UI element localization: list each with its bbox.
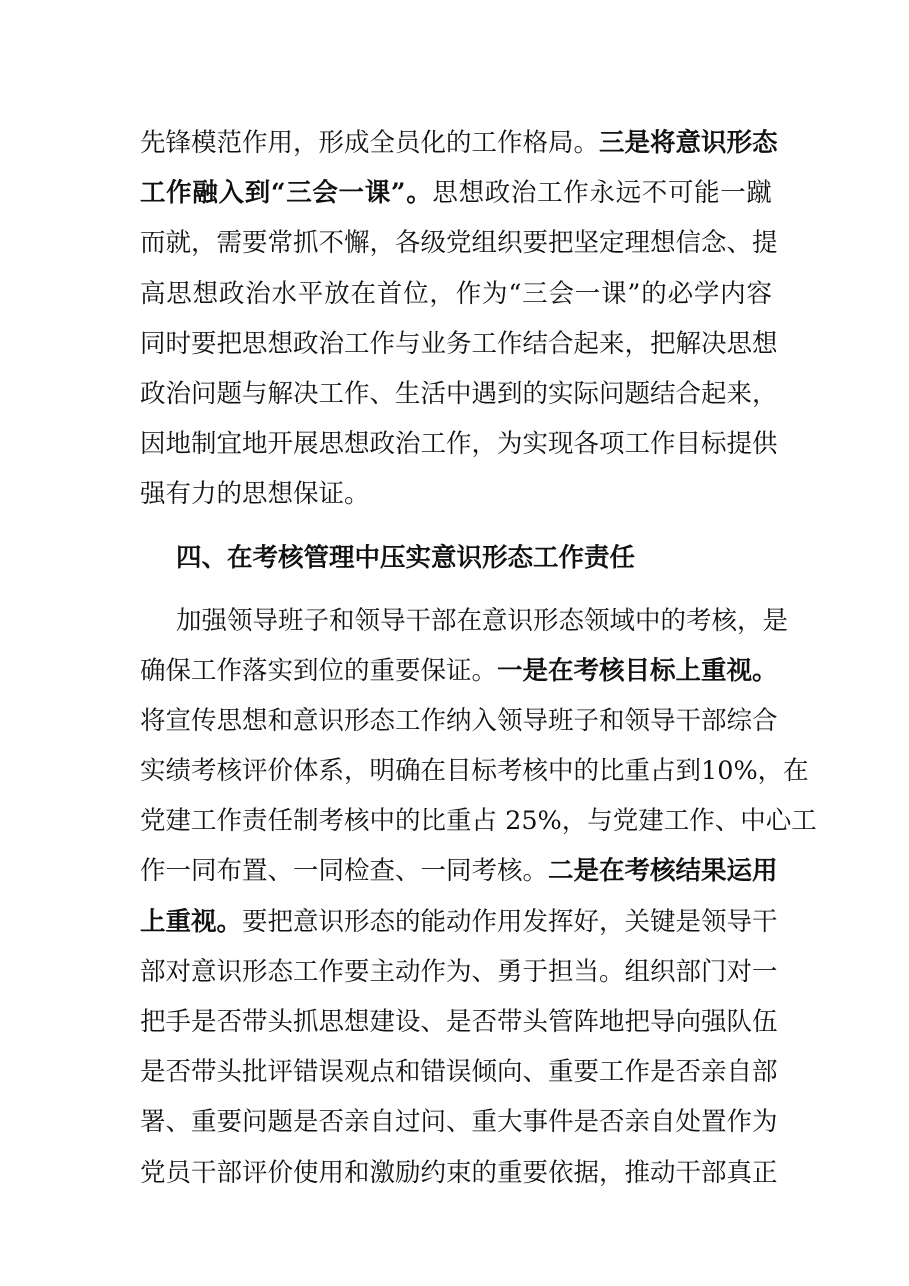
text-run: 思想政治工作永远不可能一蹴 [432,178,772,209]
text-line: 高思想政治水平放在首位，作为“三会一课”的必学内容 [140,278,772,309]
text-line [140,118,778,168]
text-line: 党员干部评价使用和激励约束的重要依据，推动干部真正 [140,1157,778,1188]
text-line [140,646,778,696]
text-line: 因地制宜地开展思想政治工作，为实现各项工作目标提供 [140,429,778,460]
text-run: 确保工作落实到位的重要保证。 [140,655,498,686]
text-line: 实绩考核评价体系，明确在目标考核中的比重占到10%，在 [140,756,809,787]
text-line: 把手是否带头抓思想建设、是否带头管阵地把导向强队伍 [140,1007,778,1037]
text-line: 党建工作责任制考核中的比重占 25%，与党建工作、中心工 [140,806,817,837]
text-run: 要把意识形态的能动作用发挥好，关键是领导干 [242,906,778,937]
text-line [140,846,778,896]
paragraph-2 [140,596,817,1198]
text-line [140,897,778,947]
document-page [140,118,817,1198]
text-line: 加强领导班子和领导干部在意识形态领域中的考核，是 [176,605,789,636]
text-line: 同时要把思想政治工作与业务工作结合起来，把解决思想 [140,328,778,359]
text-line: 署、重要问题是否亲自过问、重大事件是否亲自处置作为 [140,1107,778,1138]
bold-text-run: 一是在考核目标上重视。 [497,655,778,686]
text-line: 政治问题与解决工作、生活中遇到的实际问题结合起来， [140,378,778,409]
text-line: 是否带头批评错误观点和错误倾向、重要工作是否亲自部 [140,1057,778,1088]
text-line: 强有力的思想保证。 [140,479,370,510]
bold-text-run: 二是在考核结果运用 [548,856,778,887]
text-run: 作一同布置、一同检查、一同考核。 [140,856,549,887]
text-line: 将宣传思想和意识形态工作纳入领导班子和领导干部综合 [140,705,778,736]
text-line: 部对意识形态工作要主动作为、勇于担当。组织部门对一 [140,956,778,987]
paragraph-1 [140,118,778,520]
text-line: 而就，需要常抓不懈，各级党组织要把坚定理想信念、提 [140,228,778,259]
bold-text-run: 工作融入到“三会一课”。 [140,178,433,209]
section-heading: 四、在考核管理中压实意识形态工作责任 [176,542,636,573]
text-line [140,168,772,218]
bold-text-run: 上重视。 [140,906,243,937]
text-run: 先锋模范作用，形成全员化的工作格局。 [140,128,600,158]
bold-text-run: 三是将意识形态 [599,128,778,158]
